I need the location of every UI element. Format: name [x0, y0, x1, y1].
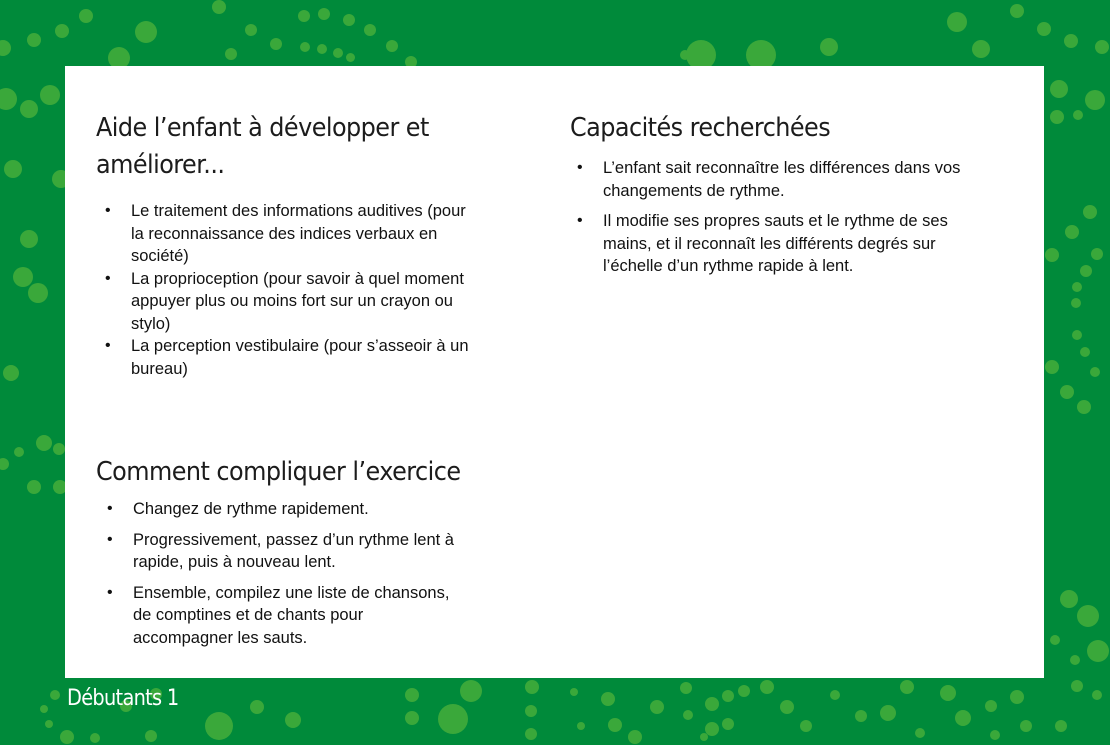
list-item: • La proprioception (pour savoir à quel moment appuyer plus ou moins fort sur un crayon ou stylo) — [98, 268, 478, 336]
list-item: • Progressivement, passez d’un rythme lent à rapide, puis à nouveau lent. — [100, 529, 460, 574]
list-item: • Ensemble, compilez une liste de chansons, de comptines et de chants pour accompagner les sauts. — [100, 582, 460, 650]
list-item: • Il modifie ses propres sauts et le rythme de ses mains, et il reconnaît les différents degrés sur l’échelle d’un rythme rapide à lent. — [570, 210, 970, 278]
list-abilities — [570, 157, 970, 286]
list-harder — [100, 498, 460, 657]
list-item: • Changez de rythme rapidement. — [100, 498, 460, 521]
list-develop — [98, 200, 478, 380]
heading-develop: Aide l’enfant à développer et améliorer... — [96, 113, 429, 180]
heading-harder: Comment compliquer l’exercice — [96, 457, 461, 487]
level-label: Débutants 1 — [67, 686, 179, 711]
content-card — [65, 66, 1044, 678]
heading-abilities: Capacités recherchées — [570, 113, 831, 143]
list-item: • Le traitement des informations auditives (pour la reconnaissance des indices verbaux en société) — [98, 200, 478, 268]
list-item: • L’enfant sait reconnaître les différences dans vos changements de rythme. — [570, 157, 970, 202]
list-item: • La perception vestibulaire (pour s’asseoir à un bureau) — [98, 335, 478, 380]
